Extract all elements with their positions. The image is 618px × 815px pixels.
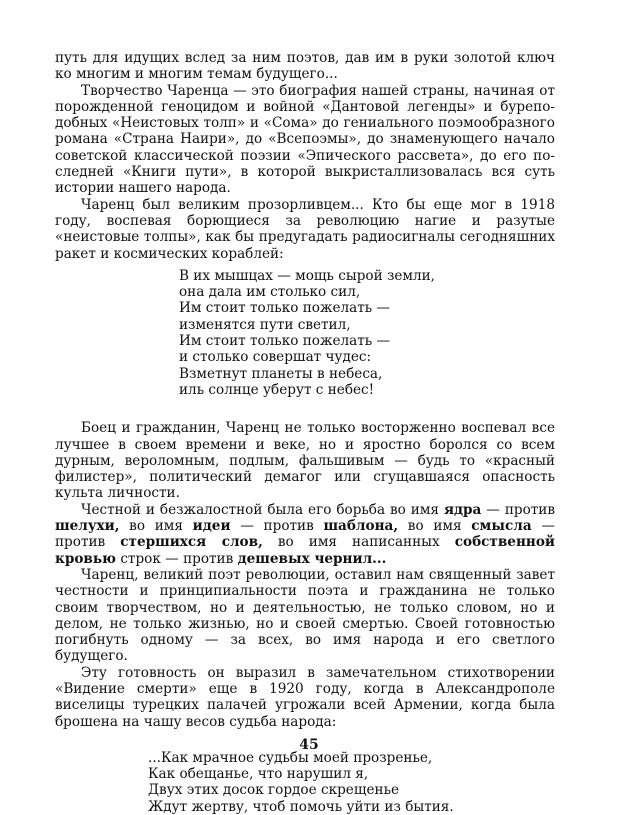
verse-line: Взметнут планеты в небеса, [179,365,383,382]
verse-line: Им стоит только пожелать — [179,333,391,350]
verse-quote-2 [55,750,555,815]
paragraph-1: путь для идущих вслед за ним поэтов, дав им в руки золотой ключ ко многим и многим темам будущего... [55,50,555,83]
verse-line: Ждут жертву, чтоб помочь уйти из бытия. [148,798,454,815]
verse-line: Как обещанье, что нарушил я, [148,766,369,783]
verse-line: изменятся пути светил, [179,316,351,333]
paragraph-5: Честной и безжалостной была его борьба во имя ядра — против шелухи, во имя идеи — против шаблона, во имя смысла — против стершихся слов, во имя написанных собственной кровью строк — против дешевых чернил... [55,501,556,567]
verse-line: она дала им столько сил, [179,284,361,301]
paragraph-6: Чаренц, великий поэт революции, оставил нам священный завет честности и принципиальности поэта и гражданина не только своим творчеством, но и деятельностью, не только словом, но и делом, не только жизнью, но и своей смертью. Своей готовностью погибнуть одному — за всех, во имя народа и его светлого будущего. [55,566,555,665]
paragraph-4: Боец и гражданин, Чаренц не только восторженно воспевал все лучшее в своем времени и веке, но и яростно боролся со всем дурным, вероломным, подлым, фальшивым — будь то «красный филистер», политический демагог или сгущавшаяся опасность культа личности. [55,420,555,502]
page-number: 45 [299,737,319,753]
page-body [55,50,555,815]
verse-line: иль солнце уберут с небес! [179,381,375,398]
paragraph-2: Творчество Чаренца — это биография нашей страны, начиная от порожденной геноцидом и войной «Дантовой легенды» и буреподобных «Неистовых толп» и «Сома» до гениального поэмообразного романа «Страна Наири», до «Всепоэмы», до знаменующего начало советской классической поэзии «Эпического рассвета», до его последней «Книги пути», в которой выкристаллизовалась вся суть истории нашего народа. [55,82,555,197]
verse-line: Двух этих досок гордое скрещенье [148,782,400,799]
verse-quote-1 [55,268,555,398]
verse-line: ...Как мрачное судьбы моей прозренье, [148,749,433,766]
paragraph-3: Чаренц был великим прозорливцем... Кто бы еще мог в 1918 году, воспевая борющиеся за революцию нагие и разутые «неистовые толпы», как бы предугадать радиосигналы сегодняшних ракет и космических кораблей: [55,196,555,262]
paragraph-7: Эту готовность он выразил в замечательном стихотворении «Видение смерти» еще в 1920 году, когда в Александрополе виселицы турецких палачей угрожали всей Армении, когда была брошена на чашу весов судьба народа: [55,664,555,730]
verse-line: и столько совершат чудес: [179,349,372,366]
verse-line: Им стоит только пожелать — [179,300,391,317]
verse-line: В их мышцах — мощь сырой земли, [179,267,436,284]
